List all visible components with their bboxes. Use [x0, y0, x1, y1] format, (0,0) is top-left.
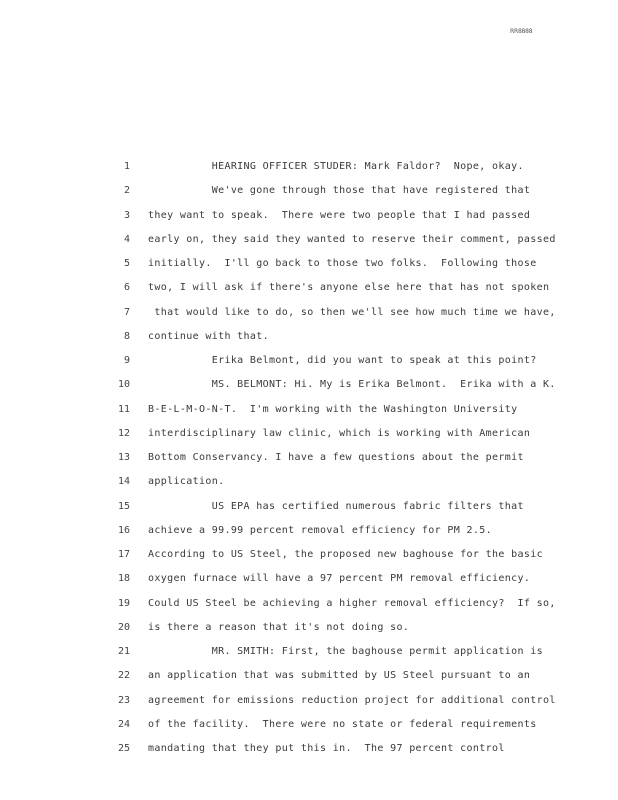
- line-number: 15: [117, 500, 130, 512]
- line-number: 7: [123, 306, 130, 318]
- line-number: 22: [117, 670, 130, 682]
- transcript-line: [0, 619, 618, 643]
- line-number: 20: [117, 621, 130, 633]
- line-number: 10: [117, 379, 130, 391]
- transcript-line: [0, 667, 618, 691]
- transcript-line: [0, 643, 618, 667]
- transcript-line: [0, 546, 618, 570]
- line-text: that would like to do, so then we'll see how much time we have,: [148, 306, 556, 318]
- transcript-line: [0, 522, 618, 546]
- line-number: 19: [117, 597, 130, 609]
- line-text: oxygen furnace will have a 97 percent PM removal efficiency.: [148, 573, 531, 585]
- transcript-line: [0, 352, 618, 376]
- line-text: mandating that they put this in. The 97 percent control: [148, 743, 505, 754]
- line-text: MR. SMITH: First, the baghouse permit application is: [148, 646, 543, 657]
- line-number: 13: [117, 452, 130, 463]
- transcript-line: [0, 595, 618, 619]
- line-text: MS. BELMONT: Hi. My is Erika Belmont. Erika with a K.: [148, 379, 556, 391]
- page-number: RR8888: [510, 28, 533, 35]
- transcript-line: [0, 692, 618, 716]
- transcript-line: [0, 473, 618, 497]
- line-text: Could US Steel be achieving a higher removal efficiency? If so,: [148, 597, 556, 609]
- transcript-body: [0, 158, 618, 764]
- line-text: initially. I'll go back to those two folks. Following those: [148, 258, 537, 269]
- transcript-line: [0, 279, 618, 303]
- line-number: 18: [117, 573, 130, 585]
- line-text: two, I will ask if there's anyone else here that has not spoken: [148, 282, 550, 294]
- line-number: 11: [117, 403, 130, 415]
- transcript-line: [0, 231, 618, 255]
- transcript-line: [0, 401, 618, 425]
- transcript-line: [0, 207, 618, 231]
- line-number: 25: [117, 743, 130, 754]
- transcript-line: [0, 740, 618, 764]
- line-number: 24: [117, 718, 130, 730]
- line-text: of the facility. There were no state or federal requirements: [148, 718, 537, 730]
- line-text: Bottom Conservancy. I have a few questions about the permit: [148, 452, 524, 463]
- line-text: achieve a 99.99 percent removal efficiency for PM 2.5.: [148, 524, 493, 536]
- line-number: 23: [117, 694, 130, 706]
- line-number: 1: [123, 161, 130, 172]
- transcript-line: [0, 449, 618, 473]
- line-text: US EPA has certified numerous fabric filters that: [148, 500, 524, 512]
- line-text: Erika Belmont, did you want to speak at this point?: [148, 355, 537, 366]
- line-number: 12: [117, 427, 130, 439]
- transcript-line: [0, 182, 618, 206]
- line-text: is there a reason that it's not doing so.: [148, 621, 410, 633]
- transcript-line: [0, 328, 618, 352]
- line-number: 6: [123, 282, 130, 294]
- transcript-line: [0, 304, 618, 328]
- line-text: We've gone through those that have registered that: [148, 185, 531, 197]
- transcript-line: [0, 425, 618, 449]
- transcript-line: [0, 158, 618, 182]
- line-number: 2: [123, 185, 130, 197]
- line-text: HEARING OFFICER STUDER: Mark Faldor? Nope, okay.: [148, 161, 524, 172]
- line-text: early on, they said they wanted to reserve their comment, passed: [148, 233, 556, 245]
- line-text: application.: [148, 476, 225, 488]
- line-number: 5: [123, 258, 130, 269]
- line-number: 4: [123, 233, 130, 245]
- line-number: 16: [117, 524, 130, 536]
- line-text: According to US Steel, the proposed new baghouse for the basic: [148, 549, 543, 560]
- line-number: 17: [117, 549, 130, 560]
- transcript-line: [0, 570, 618, 594]
- transcript-line: [0, 376, 618, 400]
- transcript-line: [0, 498, 618, 522]
- transcript-line: [0, 716, 618, 740]
- line-text: B-E-L-M-O-N-T. I'm working with the Washington University: [148, 403, 518, 415]
- line-text: an application that was submitted by US Steel pursuant to an: [148, 670, 531, 682]
- line-text: they want to speak. There were two people that I had passed: [148, 209, 531, 221]
- line-text: continue with that.: [148, 330, 270, 342]
- transcript-line: [0, 255, 618, 279]
- line-text: interdisciplinary law clinic, which is working with American: [148, 427, 531, 439]
- line-text: agreement for emissions reduction project for additional control: [148, 694, 556, 706]
- line-number: 21: [117, 646, 130, 657]
- line-number: 9: [123, 355, 130, 366]
- line-number: 3: [123, 209, 130, 221]
- line-number: 8: [123, 330, 130, 342]
- line-number: 14: [117, 476, 130, 488]
